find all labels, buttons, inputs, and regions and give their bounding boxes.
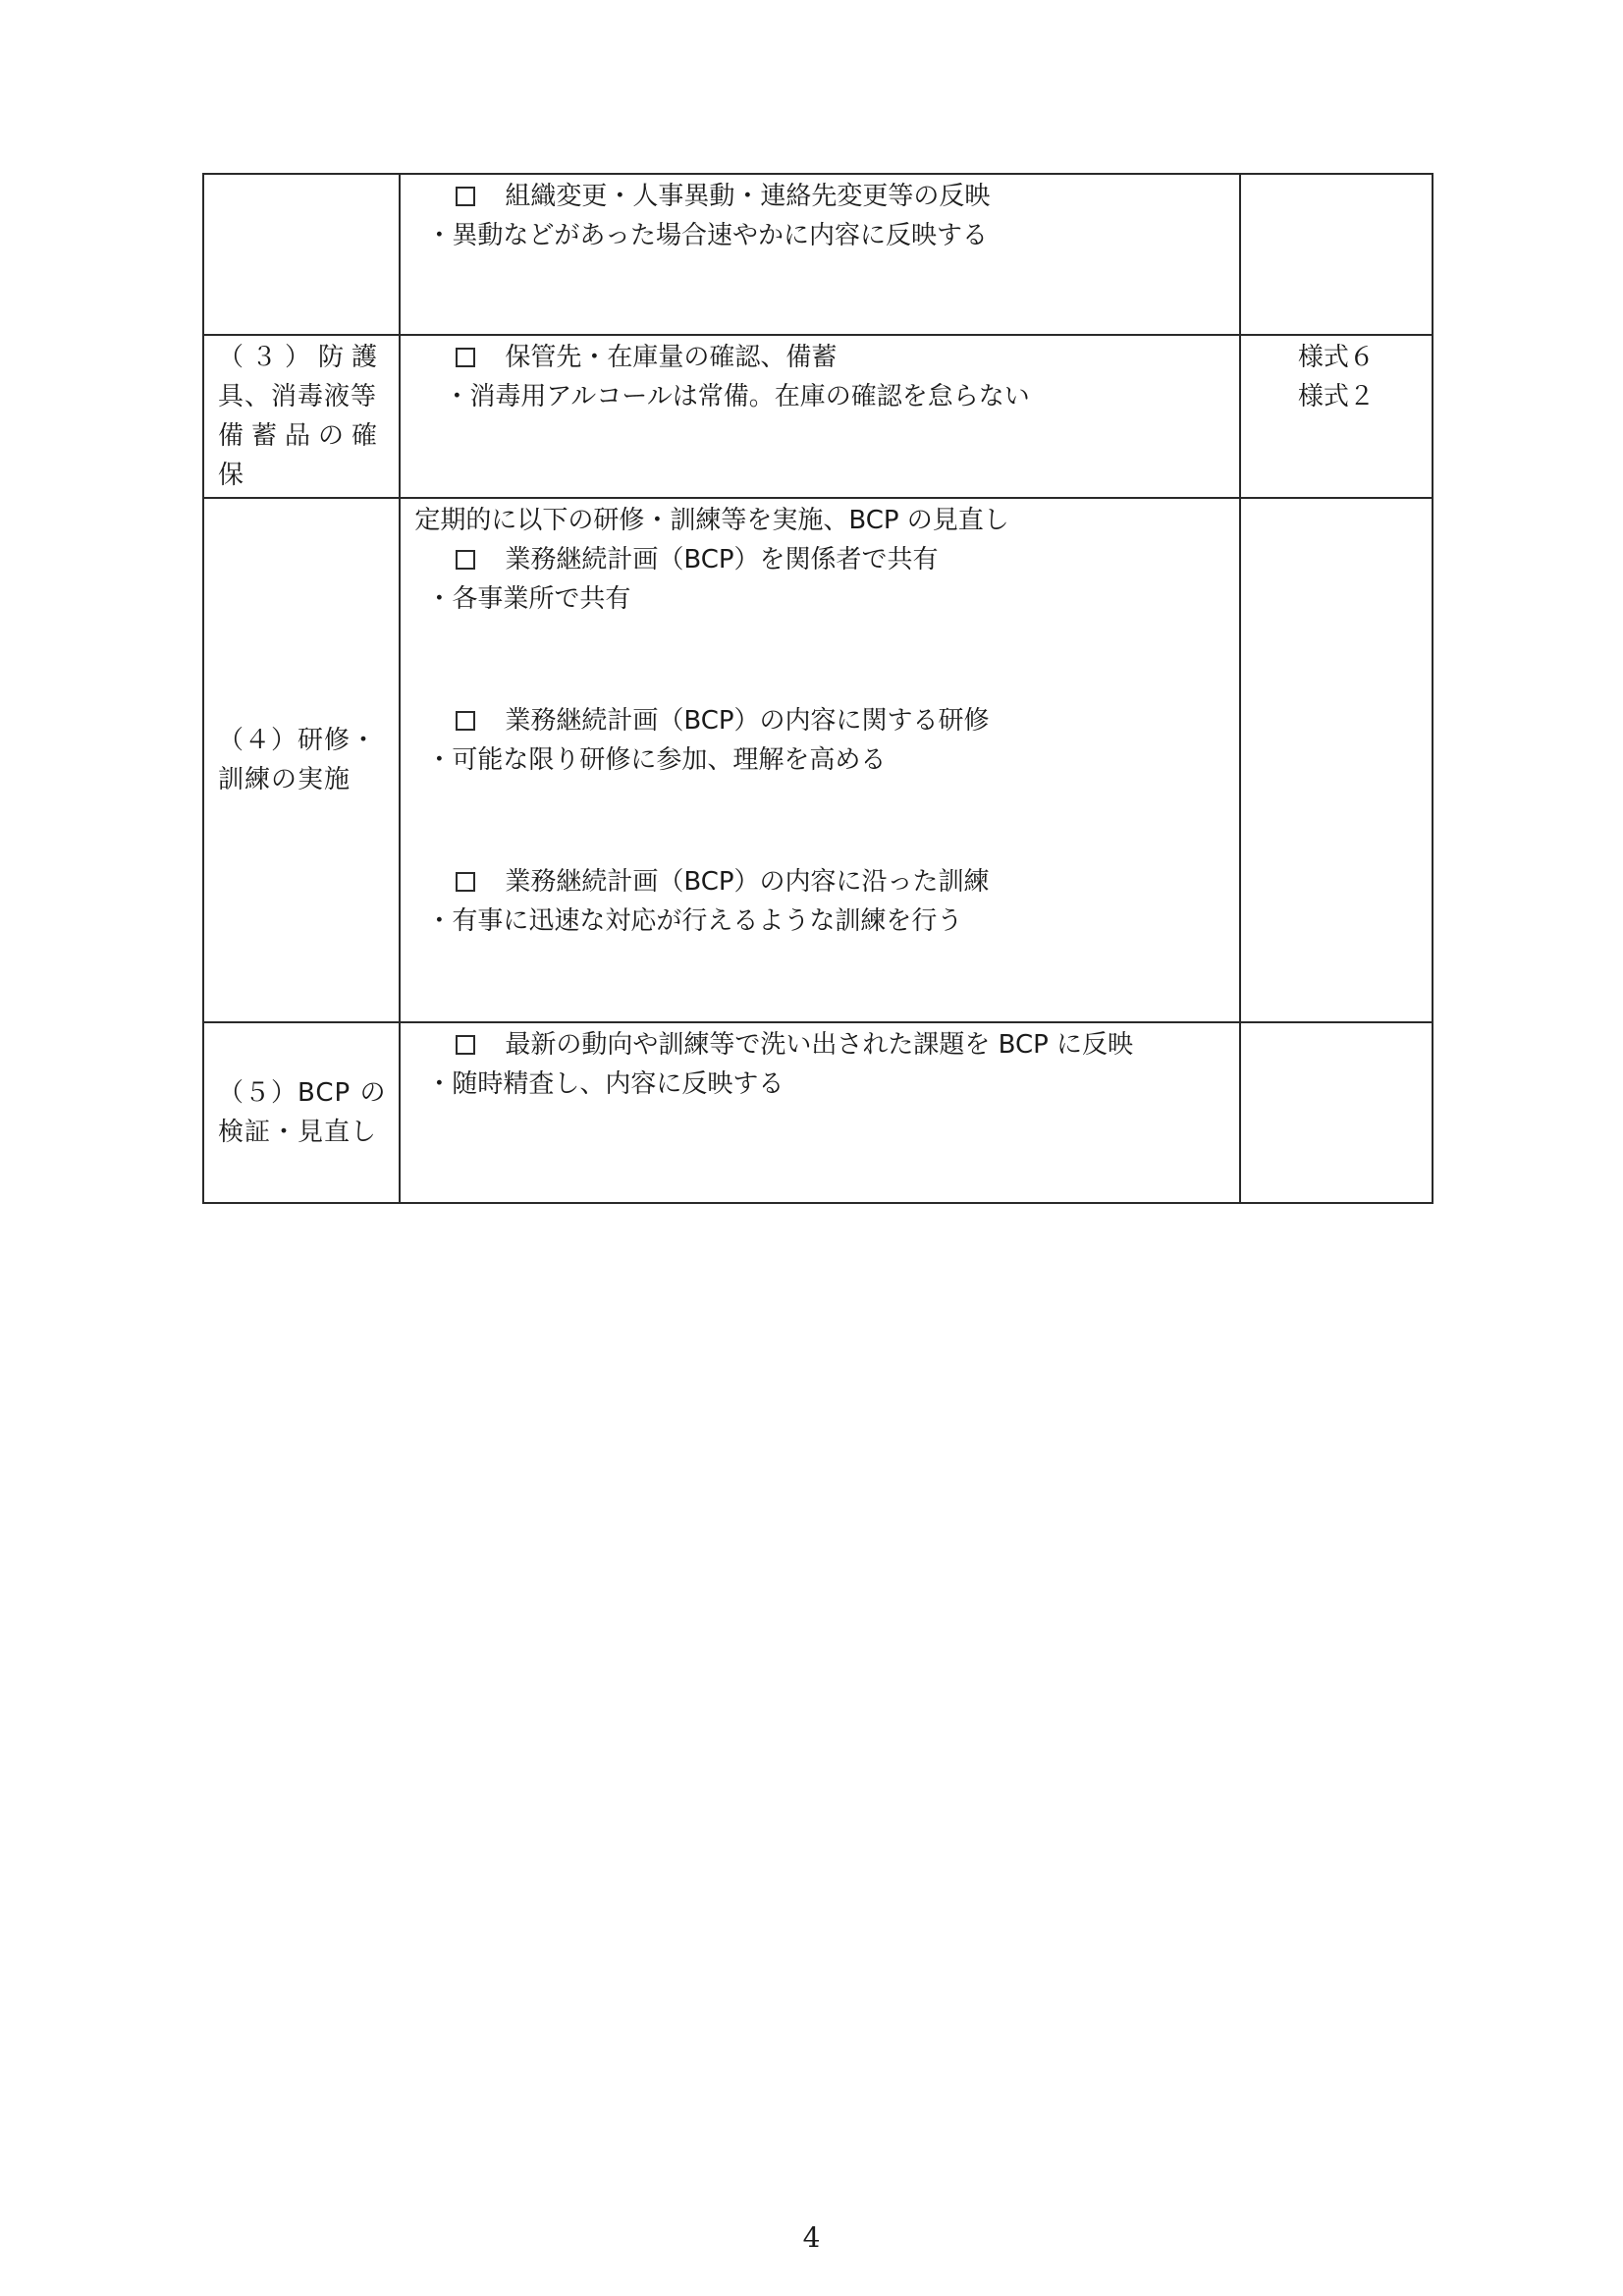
checkbox-icon[interactable] — [456, 187, 475, 206]
row-ref — [1240, 335, 1433, 498]
checkbox-icon[interactable] — [456, 550, 475, 570]
row-label: （５）BCP の 検証・見直し — [203, 1022, 400, 1203]
bullet-note: ・有事に迅速な対応が行えるような訓練を行う — [426, 906, 963, 936]
table-row — [203, 174, 1433, 335]
form-ref: 様式６ — [1297, 343, 1375, 372]
checklist-item[interactable]: 業務継続計画（BCP）の内容に沿った訓練 — [414, 862, 1228, 902]
bullet-note: ・随時精査し、内容に反映する — [426, 1069, 784, 1099]
document-page — [202, 173, 1434, 1204]
row-ref — [1240, 1022, 1433, 1203]
checkbox-icon[interactable] — [456, 348, 475, 367]
checklist-item[interactable]: 組織変更・人事異動・連絡先変更等の反映 — [414, 177, 1228, 216]
bullet-note: ・各事業所で共有 — [426, 584, 631, 614]
row-content — [400, 174, 1239, 335]
table-row — [203, 1022, 1433, 1203]
bullet-note: ・異動などがあった場合速やかに内容に反映する — [426, 221, 989, 250]
checklist-item[interactable]: 業務継続計画（BCP）を関係者で共有 — [414, 540, 1228, 579]
row-label-empty — [203, 174, 400, 335]
row-ref — [1240, 174, 1433, 335]
form-ref: 様式２ — [1297, 382, 1375, 411]
row-content — [400, 335, 1239, 498]
row-label: （３）防護 具、消毒液等 備蓄品の確 保 — [203, 335, 400, 498]
checklist-item[interactable]: 保管先・在庫量の確認、備蓄 — [414, 338, 1228, 377]
bullet-note: ・可能な限り研修に参加、理解を高める — [426, 745, 887, 775]
checklist-item[interactable]: 業務継続計画（BCP）の内容に関する研修 — [414, 701, 1228, 740]
checkbox-icon[interactable] — [456, 711, 475, 731]
checkbox-icon[interactable] — [456, 1035, 475, 1055]
checkbox-icon[interactable] — [456, 872, 475, 892]
table-row — [203, 335, 1433, 498]
row-content — [400, 498, 1239, 1022]
checklist-item[interactable]: 最新の動向や訓練等で洗い出された課題を BCP に反映 — [414, 1025, 1228, 1065]
bcp-table — [202, 173, 1434, 1204]
row-label: （４）研修・ 訓練の実施 — [203, 498, 400, 1022]
bullet-note: ・消毒用アルコールは常備。在庫の確認を怠らない — [444, 382, 1030, 411]
table-row — [203, 498, 1433, 1022]
row-content — [400, 1022, 1239, 1203]
page-number: 4 — [802, 2221, 821, 2254]
row-intro: 定期的に以下の研修・訓練等を実施、BCP の見直し — [414, 506, 1009, 535]
row-ref — [1240, 498, 1433, 1022]
